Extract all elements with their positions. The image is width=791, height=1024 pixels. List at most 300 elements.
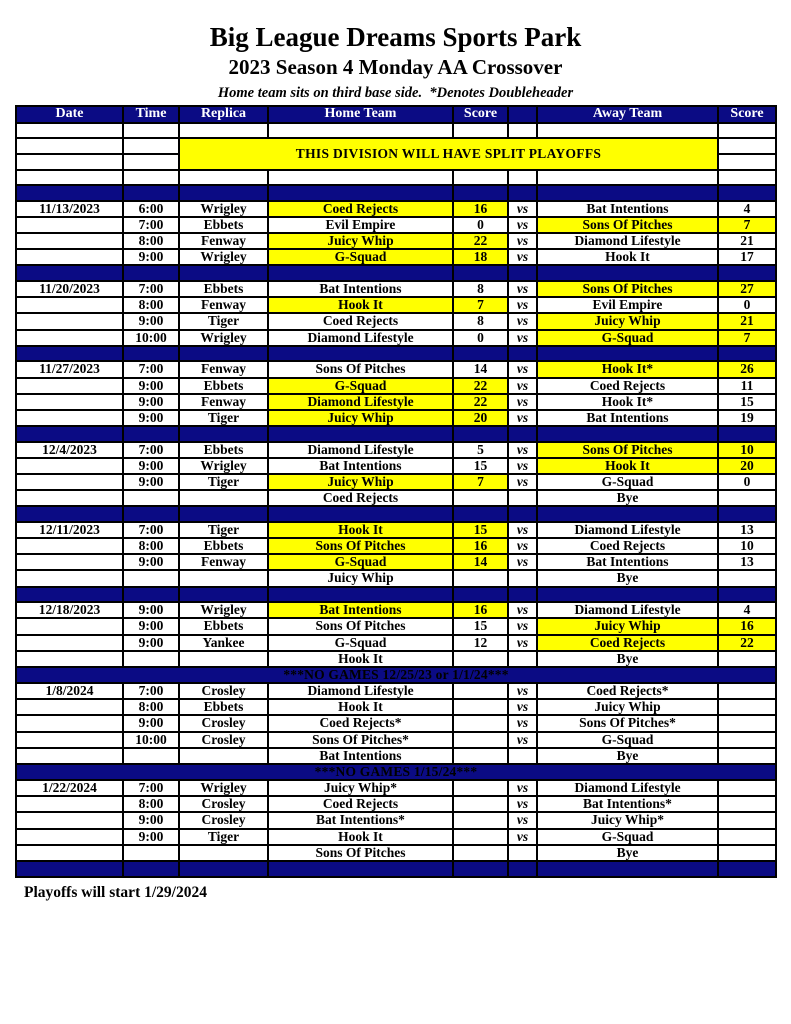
- replica-cell: Wrigley: [179, 201, 268, 217]
- home-team-cell: Hook It: [268, 522, 453, 538]
- away-score-cell: 21: [718, 233, 776, 249]
- time-cell: 9:00: [123, 635, 179, 651]
- replica-cell: [179, 570, 268, 586]
- away-team-cell: [537, 170, 718, 186]
- time-cell: 7:00: [123, 361, 179, 377]
- away-team-cell: Juicy Whip: [537, 618, 718, 634]
- home-team-cell: [268, 346, 453, 362]
- away-score-cell: 13: [718, 522, 776, 538]
- home-score-cell: 12: [453, 635, 508, 651]
- home-score-cell: 15: [453, 458, 508, 474]
- away-score-cell: 26: [718, 361, 776, 377]
- home-score-cell: 14: [453, 361, 508, 377]
- home-team-cell: Sons Of Pitches: [268, 538, 453, 554]
- home-team-cell: Hook It: [268, 829, 453, 845]
- game-row: [16, 732, 776, 748]
- game-row: [16, 812, 776, 828]
- date-cell: [16, 313, 123, 329]
- home-team-cell: G-Squad: [268, 554, 453, 570]
- vs-cell: vs: [508, 715, 537, 731]
- vs-cell: [508, 845, 537, 861]
- time-cell: 9:00: [123, 602, 179, 618]
- away-team-cell: [537, 426, 718, 442]
- home-team-cell: G-Squad: [268, 378, 453, 394]
- date-cell: [16, 651, 123, 667]
- date-cell: [16, 185, 123, 201]
- away-team-cell: Bye: [537, 570, 718, 586]
- game-row: [16, 394, 776, 410]
- replica-cell: [179, 185, 268, 201]
- home-team-cell: [268, 587, 453, 603]
- away-team-cell: Sons Of Pitches: [537, 281, 718, 297]
- date-cell: [16, 490, 123, 506]
- home-team-cell: Sons Of Pitches: [268, 618, 453, 634]
- game-row: [16, 602, 776, 618]
- away-score-cell: 10: [718, 538, 776, 554]
- home-team-cell: Sons Of Pitches: [268, 845, 453, 861]
- home-score-cell: 16: [453, 538, 508, 554]
- away-score-cell: [718, 587, 776, 603]
- date-cell: [16, 474, 123, 490]
- game-row: [16, 313, 776, 329]
- vs-cell: [508, 748, 537, 764]
- replica-cell: Wrigley: [179, 249, 268, 265]
- home-score-cell: [453, 845, 508, 861]
- home-score-cell: 15: [453, 618, 508, 634]
- header-cell-home-team: Home Team: [268, 106, 453, 123]
- vs-cell: vs: [508, 683, 537, 699]
- home-score-cell: 5: [453, 442, 508, 458]
- date-cell: 1/22/2024: [16, 780, 123, 796]
- date-cell: [16, 506, 123, 522]
- home-score-cell: [453, 170, 508, 186]
- schedule-table-body: [16, 123, 776, 877]
- separator-row: [16, 506, 776, 522]
- date-cell: [16, 154, 123, 170]
- away-team-cell: Bat Intentions*: [537, 796, 718, 812]
- game-row: [16, 780, 776, 796]
- replica-cell: [179, 426, 268, 442]
- away-team-cell: Sons Of Pitches: [537, 442, 718, 458]
- schedule-table: [15, 105, 777, 877]
- home-score-cell: [453, 699, 508, 715]
- replica-cell: Crosley: [179, 812, 268, 828]
- separator-row: [16, 426, 776, 442]
- away-score-cell: 15: [718, 394, 776, 410]
- away-team-cell: Hook It*: [537, 361, 718, 377]
- vs-cell: vs: [508, 732, 537, 748]
- bye-row: [16, 748, 776, 764]
- replica-cell: Ebbets: [179, 538, 268, 554]
- away-score-cell: [718, 185, 776, 201]
- vs-cell: [508, 587, 537, 603]
- time-cell: [123, 346, 179, 362]
- vs-cell: vs: [508, 361, 537, 377]
- home-team-cell: Bat Intentions: [268, 458, 453, 474]
- replica-cell: Fenway: [179, 361, 268, 377]
- game-row: [16, 442, 776, 458]
- header-cell-vs: [508, 106, 537, 123]
- date-cell: 12/18/2023: [16, 602, 123, 618]
- replica-cell: [179, 170, 268, 186]
- vs-cell: vs: [508, 780, 537, 796]
- away-score-cell: 19: [718, 410, 776, 426]
- replica-cell: Wrigley: [179, 330, 268, 346]
- away-team-cell: Diamond Lifestyle: [537, 233, 718, 249]
- away-score-cell: [718, 123, 776, 139]
- home-team-cell: Coed Rejects: [268, 490, 453, 506]
- home-team-cell: Juicy Whip*: [268, 780, 453, 796]
- away-team-cell: Hook It*: [537, 394, 718, 410]
- away-score-cell: [718, 346, 776, 362]
- away-team-cell: G-Squad: [537, 732, 718, 748]
- away-team-cell: Bat Intentions: [537, 201, 718, 217]
- time-cell: [123, 185, 179, 201]
- vs-cell: vs: [508, 281, 537, 297]
- away-score-cell: [718, 651, 776, 667]
- home-score-cell: [453, 732, 508, 748]
- game-row: [16, 538, 776, 554]
- date-cell: [16, 330, 123, 346]
- vs-cell: vs: [508, 618, 537, 634]
- home-score-cell: 22: [453, 394, 508, 410]
- home-score-cell: 7: [453, 297, 508, 313]
- time-cell: 7:00: [123, 281, 179, 297]
- time-cell: [123, 845, 179, 861]
- time-cell: 10:00: [123, 732, 179, 748]
- date-cell: [16, 796, 123, 812]
- replica-cell: Fenway: [179, 233, 268, 249]
- bye-row: [16, 490, 776, 506]
- away-team-cell: G-Squad: [537, 474, 718, 490]
- away-score-cell: [718, 796, 776, 812]
- home-team-cell: G-Squad: [268, 249, 453, 265]
- away-team-cell: Diamond Lifestyle: [537, 522, 718, 538]
- date-cell: [16, 233, 123, 249]
- separator-row: [16, 185, 776, 201]
- time-cell: 9:00: [123, 458, 179, 474]
- home-team-cell: Hook It: [268, 699, 453, 715]
- vs-cell: [508, 185, 537, 201]
- date-cell: [16, 861, 123, 877]
- replica-cell: Yankee: [179, 635, 268, 651]
- game-row: [16, 715, 776, 731]
- home-team-cell: Coed Rejects*: [268, 715, 453, 731]
- home-score-cell: [453, 587, 508, 603]
- away-team-cell: Bat Intentions: [537, 554, 718, 570]
- time-cell: 6:00: [123, 201, 179, 217]
- home-score-cell: [453, 683, 508, 699]
- time-cell: 8:00: [123, 233, 179, 249]
- away-score-cell: [718, 490, 776, 506]
- away-team-cell: Sons Of Pitches: [537, 217, 718, 233]
- page-title: Big League Dreams Sports Park: [209, 22, 582, 52]
- time-cell: 7:00: [123, 780, 179, 796]
- time-cell: 9:00: [123, 812, 179, 828]
- header-cell-away-team: Away Team: [537, 106, 718, 123]
- date-cell: [16, 570, 123, 586]
- away-score-cell: 17: [718, 249, 776, 265]
- away-team-cell: Juicy Whip: [537, 313, 718, 329]
- bye-row: [16, 570, 776, 586]
- time-cell: [123, 123, 179, 139]
- time-cell: 7:00: [123, 522, 179, 538]
- vs-cell: [508, 123, 537, 139]
- home-score-cell: [453, 346, 508, 362]
- time-cell: 8:00: [123, 796, 179, 812]
- game-row: [16, 554, 776, 570]
- home-team-cell: Coed Rejects: [268, 796, 453, 812]
- home-team-cell: Coed Rejects: [268, 201, 453, 217]
- home-score-cell: [453, 748, 508, 764]
- home-team-cell: Bat Intentions*: [268, 812, 453, 828]
- vs-cell: vs: [508, 217, 537, 233]
- away-score-cell: 4: [718, 602, 776, 618]
- game-row: [16, 330, 776, 346]
- away-team-cell: Bye: [537, 490, 718, 506]
- date-cell: 11/27/2023: [16, 361, 123, 377]
- time-cell: 9:00: [123, 829, 179, 845]
- away-score-cell: [718, 715, 776, 731]
- home-score-cell: [453, 812, 508, 828]
- time-cell: 9:00: [123, 474, 179, 490]
- game-row: [16, 201, 776, 217]
- page-note: Home team sits on third base side. *Denotes Doubleheader: [217, 85, 574, 102]
- away-team-cell: Hook It: [537, 458, 718, 474]
- date-cell: [16, 426, 123, 442]
- date-cell: [16, 554, 123, 570]
- game-row: [16, 522, 776, 538]
- game-row: [16, 699, 776, 715]
- away-score-cell: 10: [718, 442, 776, 458]
- bye-row: [16, 651, 776, 667]
- home-team-cell: Evil Empire: [268, 217, 453, 233]
- date-cell: [16, 618, 123, 634]
- vs-cell: vs: [508, 796, 537, 812]
- vs-cell: vs: [508, 635, 537, 651]
- away-score-cell: [718, 748, 776, 764]
- away-team-cell: [537, 861, 718, 877]
- game-row: [16, 378, 776, 394]
- time-cell: 8:00: [123, 297, 179, 313]
- date-cell: [16, 845, 123, 861]
- header-cell-date: Date: [16, 106, 123, 123]
- away-team-cell: Juicy Whip*: [537, 812, 718, 828]
- away-team-cell: Bye: [537, 748, 718, 764]
- vs-cell: vs: [508, 201, 537, 217]
- replica-cell: Ebbets: [179, 699, 268, 715]
- away-score-cell: [718, 154, 776, 170]
- replica-cell: Ebbets: [179, 281, 268, 297]
- home-team-cell: Juicy Whip: [268, 570, 453, 586]
- time-cell: 10:00: [123, 330, 179, 346]
- vs-cell: [508, 506, 537, 522]
- replica-cell: Wrigley: [179, 602, 268, 618]
- header-cell-away-score: Score: [718, 106, 776, 123]
- replica-cell: Crosley: [179, 796, 268, 812]
- home-score-cell: 20: [453, 410, 508, 426]
- home-team-cell: Hook It: [268, 297, 453, 313]
- replica-cell: Ebbets: [179, 378, 268, 394]
- away-score-cell: 20: [718, 458, 776, 474]
- away-team-cell: Diamond Lifestyle: [537, 780, 718, 796]
- away-score-cell: [718, 138, 776, 154]
- time-cell: [123, 651, 179, 667]
- replica-cell: [179, 651, 268, 667]
- replica-cell: Fenway: [179, 394, 268, 410]
- home-team-cell: Sons Of Pitches*: [268, 732, 453, 748]
- vs-cell: [508, 426, 537, 442]
- away-score-cell: 11: [718, 378, 776, 394]
- away-team-cell: Evil Empire: [537, 297, 718, 313]
- home-team-cell: Diamond Lifestyle: [268, 394, 453, 410]
- replica-cell: [179, 265, 268, 281]
- time-cell: [123, 490, 179, 506]
- date-cell: [16, 587, 123, 603]
- away-team-cell: G-Squad: [537, 829, 718, 845]
- game-row: [16, 683, 776, 699]
- replica-cell: Tiger: [179, 410, 268, 426]
- replica-cell: Ebbets: [179, 217, 268, 233]
- date-cell: [16, 829, 123, 845]
- time-cell: 9:00: [123, 394, 179, 410]
- home-team-cell: [268, 506, 453, 522]
- away-team-cell: [537, 123, 718, 139]
- away-team-cell: [537, 265, 718, 281]
- header-cell-time: Time: [123, 106, 179, 123]
- date-cell: [16, 732, 123, 748]
- vs-cell: vs: [508, 330, 537, 346]
- time-cell: [123, 265, 179, 281]
- time-cell: [123, 170, 179, 186]
- away-score-cell: [718, 845, 776, 861]
- date-cell: [16, 138, 123, 154]
- date-cell: [16, 265, 123, 281]
- notice-row: [16, 667, 776, 683]
- vs-cell: vs: [508, 522, 537, 538]
- time-cell: 7:00: [123, 442, 179, 458]
- date-cell: 12/4/2023: [16, 442, 123, 458]
- split-banner-row: [16, 138, 776, 154]
- time-cell: 8:00: [123, 538, 179, 554]
- game-row: [16, 361, 776, 377]
- away-team-cell: Juicy Whip: [537, 699, 718, 715]
- away-team-cell: Coed Rejects: [537, 378, 718, 394]
- away-score-cell: [718, 699, 776, 715]
- home-score-cell: 22: [453, 233, 508, 249]
- notice-row: [16, 764, 776, 780]
- home-score-cell: 14: [453, 554, 508, 570]
- header-row: [16, 106, 776, 123]
- away-team-cell: Coed Rejects: [537, 538, 718, 554]
- date-cell: [16, 538, 123, 554]
- home-score-cell: [453, 829, 508, 845]
- date-cell: [16, 217, 123, 233]
- date-cell: 1/8/2024: [16, 683, 123, 699]
- time-cell: [123, 587, 179, 603]
- away-score-cell: 21: [718, 313, 776, 329]
- home-score-cell: [453, 123, 508, 139]
- vs-cell: [508, 265, 537, 281]
- date-cell: [16, 123, 123, 139]
- vs-cell: vs: [508, 442, 537, 458]
- home-team-cell: G-Squad: [268, 635, 453, 651]
- away-score-cell: [718, 265, 776, 281]
- time-cell: [123, 506, 179, 522]
- vs-cell: [508, 651, 537, 667]
- home-team-cell: [268, 861, 453, 877]
- home-score-cell: 16: [453, 602, 508, 618]
- replica-cell: [179, 123, 268, 139]
- game-row: [16, 410, 776, 426]
- game-row: [16, 233, 776, 249]
- replica-cell: [179, 490, 268, 506]
- replica-cell: [179, 845, 268, 861]
- home-team-cell: Juicy Whip: [268, 410, 453, 426]
- date-cell: 12/11/2023: [16, 522, 123, 538]
- time-cell: 9:00: [123, 378, 179, 394]
- away-team-cell: [537, 185, 718, 201]
- game-row: [16, 281, 776, 297]
- date-cell: [16, 394, 123, 410]
- time-cell: [123, 138, 179, 154]
- time-cell: [123, 570, 179, 586]
- home-team-cell: [268, 185, 453, 201]
- notice-cell: ***NO GAMES 12/25/23 or 1/1/24***: [16, 667, 776, 683]
- away-score-cell: 4: [718, 201, 776, 217]
- game-row: [16, 618, 776, 634]
- home-score-cell: [453, 265, 508, 281]
- away-score-cell: 13: [718, 554, 776, 570]
- date-cell: [16, 249, 123, 265]
- date-cell: [16, 715, 123, 731]
- vs-cell: vs: [508, 313, 537, 329]
- replica-cell: Fenway: [179, 297, 268, 313]
- vs-cell: vs: [508, 233, 537, 249]
- date-cell: [16, 458, 123, 474]
- home-score-cell: 8: [453, 281, 508, 297]
- home-score-cell: [453, 780, 508, 796]
- away-score-cell: 0: [718, 474, 776, 490]
- home-team-cell: [268, 123, 453, 139]
- away-score-cell: [718, 683, 776, 699]
- date-cell: [16, 297, 123, 313]
- vs-cell: vs: [508, 249, 537, 265]
- away-team-cell: Bat Intentions: [537, 410, 718, 426]
- vs-cell: [508, 346, 537, 362]
- away-team-cell: [537, 587, 718, 603]
- home-score-cell: 7: [453, 474, 508, 490]
- replica-cell: Tiger: [179, 829, 268, 845]
- vs-cell: vs: [508, 602, 537, 618]
- home-team-cell: Juicy Whip: [268, 233, 453, 249]
- time-cell: 9:00: [123, 554, 179, 570]
- away-score-cell: [718, 170, 776, 186]
- home-team-cell: [268, 170, 453, 186]
- home-score-cell: [453, 506, 508, 522]
- home-team-cell: [268, 265, 453, 281]
- separator-row: [16, 587, 776, 603]
- away-team-cell: Coed Rejects: [537, 635, 718, 651]
- away-team-cell: Hook It: [537, 249, 718, 265]
- replica-cell: Tiger: [179, 474, 268, 490]
- separator-row: [16, 265, 776, 281]
- away-score-cell: [718, 506, 776, 522]
- vs-cell: vs: [508, 474, 537, 490]
- game-row: [16, 458, 776, 474]
- time-cell: 7:00: [123, 217, 179, 233]
- away-score-cell: 16: [718, 618, 776, 634]
